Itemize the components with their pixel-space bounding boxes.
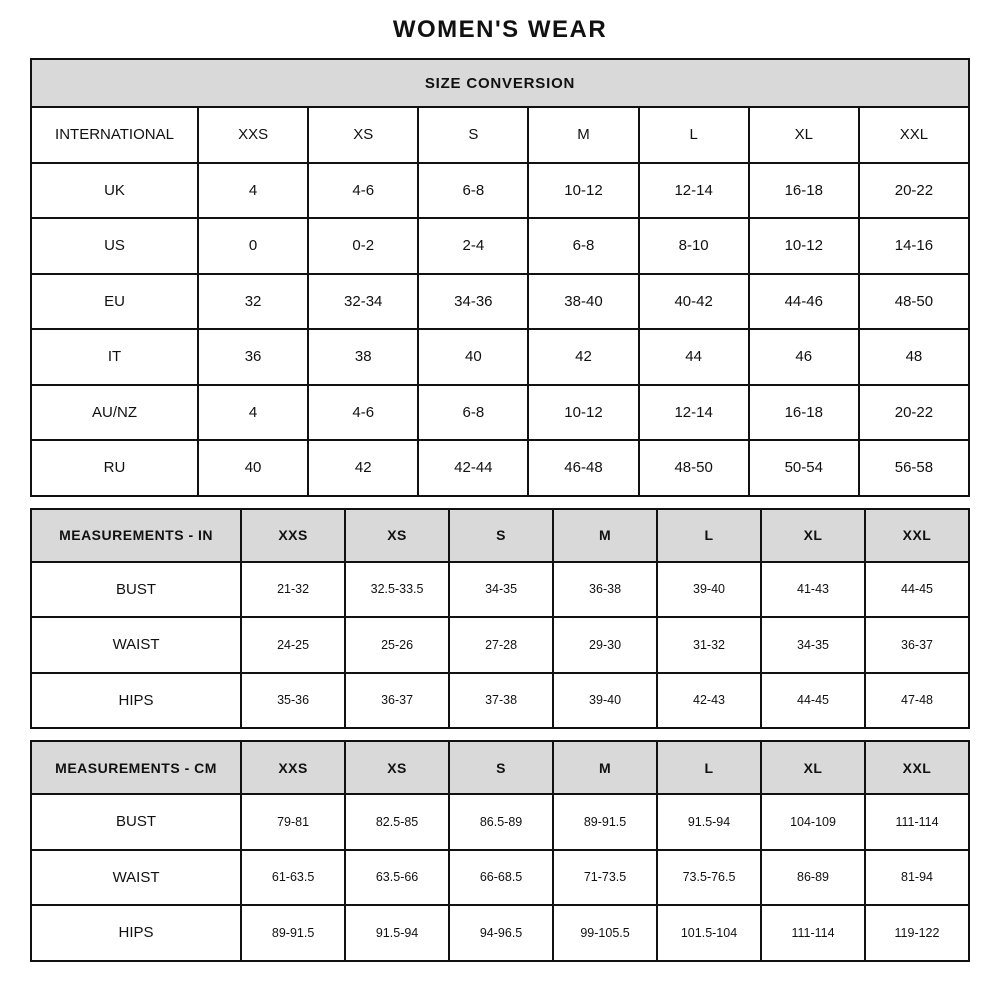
row-label: IT	[31, 329, 198, 385]
column-header: XS	[308, 107, 418, 163]
cell: 4-6	[308, 385, 418, 441]
cell: 4-6	[308, 163, 418, 219]
row-label: HIPS	[31, 673, 241, 729]
column-header: XXS	[241, 741, 345, 794]
cell: 2-4	[418, 218, 528, 274]
cell: 4	[198, 163, 308, 219]
table-row	[31, 905, 969, 961]
table-row	[31, 673, 969, 729]
cell: 47-48	[865, 673, 969, 729]
cell: 4	[198, 385, 308, 441]
row-label: BUST	[31, 562, 241, 618]
cell: 111-114	[865, 794, 969, 850]
size-conversion-title: SIZE CONVERSION	[31, 59, 969, 107]
cell: 32-34	[308, 274, 418, 330]
column-header: XXL	[865, 741, 969, 794]
table-row	[31, 617, 969, 673]
measurements-in-title: MEASUREMENTS - IN	[31, 509, 241, 562]
table-row	[31, 163, 969, 219]
column-header: XXL	[865, 509, 969, 562]
cell: 94-96.5	[449, 905, 553, 961]
cell: 101.5-104	[657, 905, 761, 961]
cell: 36	[198, 329, 308, 385]
size-conversion-caption-row	[31, 59, 969, 107]
column-header: XL	[761, 741, 865, 794]
table-row	[31, 440, 969, 496]
cell: 42	[528, 329, 638, 385]
cell: 48	[859, 329, 969, 385]
table-row	[31, 562, 969, 618]
cell: 37-38	[449, 673, 553, 729]
cell: 0-2	[308, 218, 418, 274]
cell: 6-8	[528, 218, 638, 274]
cell: 24-25	[241, 617, 345, 673]
cell: 56-58	[859, 440, 969, 496]
table-row	[31, 218, 969, 274]
table-row	[31, 794, 969, 850]
measurements-cm-table	[30, 740, 970, 962]
column-header: XXL	[859, 107, 969, 163]
cell: 104-109	[761, 794, 865, 850]
cell: 34-36	[418, 274, 528, 330]
cell: 66-68.5	[449, 850, 553, 906]
cell: 36-38	[553, 562, 657, 618]
row-label: HIPS	[31, 905, 241, 961]
cell: 46-48	[528, 440, 638, 496]
table-row	[31, 385, 969, 441]
cell: 79-81	[241, 794, 345, 850]
column-header: M	[528, 107, 638, 163]
cell: 42	[308, 440, 418, 496]
measurements-in-table	[30, 508, 970, 730]
column-header: L	[639, 107, 749, 163]
cell: 86-89	[761, 850, 865, 906]
column-header: INTERNATIONAL	[31, 107, 198, 163]
column-header: L	[657, 509, 761, 562]
cell: 27-28	[449, 617, 553, 673]
size-conversion-table	[30, 58, 970, 497]
table-row	[31, 850, 969, 906]
cell: 36-37	[345, 673, 449, 729]
cell: 32.5-33.5	[345, 562, 449, 618]
cell: 16-18	[749, 385, 859, 441]
cell: 91.5-94	[657, 794, 761, 850]
cell: 40	[418, 329, 528, 385]
column-header: XXS	[198, 107, 308, 163]
column-header: M	[553, 509, 657, 562]
cell: 10-12	[528, 385, 638, 441]
cell: 42-44	[418, 440, 528, 496]
cell: 20-22	[859, 385, 969, 441]
cell: 44	[639, 329, 749, 385]
cell: 0	[198, 218, 308, 274]
column-header: XL	[761, 509, 865, 562]
cell: 42-43	[657, 673, 761, 729]
cell: 86.5-89	[449, 794, 553, 850]
cell: 14-16	[859, 218, 969, 274]
cell: 99-105.5	[553, 905, 657, 961]
measurements-cm-title: MEASUREMENTS - CM	[31, 741, 241, 794]
cell: 12-14	[639, 163, 749, 219]
cell: 20-22	[859, 163, 969, 219]
cell: 21-32	[241, 562, 345, 618]
cell: 39-40	[657, 562, 761, 618]
column-header: XL	[749, 107, 859, 163]
column-header: M	[553, 741, 657, 794]
cell: 29-30	[553, 617, 657, 673]
cell: 34-35	[449, 562, 553, 618]
cell: 44-45	[761, 673, 865, 729]
row-label: BUST	[31, 794, 241, 850]
cell: 10-12	[749, 218, 859, 274]
cell: 111-114	[761, 905, 865, 961]
cell: 32	[198, 274, 308, 330]
cell: 119-122	[865, 905, 969, 961]
cell: 82.5-85	[345, 794, 449, 850]
cell: 40	[198, 440, 308, 496]
cell: 31-32	[657, 617, 761, 673]
cell: 63.5-66	[345, 850, 449, 906]
cell: 89-91.5	[241, 905, 345, 961]
cell: 12-14	[639, 385, 749, 441]
cell: 48-50	[639, 440, 749, 496]
row-label: WAIST	[31, 850, 241, 906]
cell: 71-73.5	[553, 850, 657, 906]
column-header: XS	[345, 509, 449, 562]
column-header: XXS	[241, 509, 345, 562]
cell: 40-42	[639, 274, 749, 330]
cell: 61-63.5	[241, 850, 345, 906]
measurements-in-header-row	[31, 509, 969, 562]
cell: 81-94	[865, 850, 969, 906]
column-header: S	[418, 107, 528, 163]
cell: 39-40	[553, 673, 657, 729]
cell: 8-10	[639, 218, 749, 274]
cell: 38-40	[528, 274, 638, 330]
cell: 16-18	[749, 163, 859, 219]
column-header: L	[657, 741, 761, 794]
cell: 34-35	[761, 617, 865, 673]
cell: 50-54	[749, 440, 859, 496]
column-header: S	[449, 741, 553, 794]
cell: 89-91.5	[553, 794, 657, 850]
row-label: WAIST	[31, 617, 241, 673]
cell: 73.5-76.5	[657, 850, 761, 906]
table-row	[31, 274, 969, 330]
cell: 44-45	[865, 562, 969, 618]
measurements-cm-header-row	[31, 741, 969, 794]
cell: 48-50	[859, 274, 969, 330]
cell: 46	[749, 329, 859, 385]
page-title: WOMEN'S WEAR	[392, 16, 608, 43]
column-header: S	[449, 509, 553, 562]
cell: 35-36	[241, 673, 345, 729]
row-label: UK	[31, 163, 198, 219]
row-label: RU	[31, 440, 198, 496]
table-row	[31, 329, 969, 385]
cell: 6-8	[418, 163, 528, 219]
cell: 6-8	[418, 385, 528, 441]
column-header: XS	[345, 741, 449, 794]
cell: 38	[308, 329, 418, 385]
cell: 41-43	[761, 562, 865, 618]
row-label: EU	[31, 274, 198, 330]
cell: 36-37	[865, 617, 969, 673]
cell: 91.5-94	[345, 905, 449, 961]
cell: 10-12	[528, 163, 638, 219]
size-conversion-columns-row	[31, 107, 969, 163]
cell: 44-46	[749, 274, 859, 330]
cell: 25-26	[345, 617, 449, 673]
row-label: US	[31, 218, 198, 274]
row-label: AU/NZ	[31, 385, 198, 441]
